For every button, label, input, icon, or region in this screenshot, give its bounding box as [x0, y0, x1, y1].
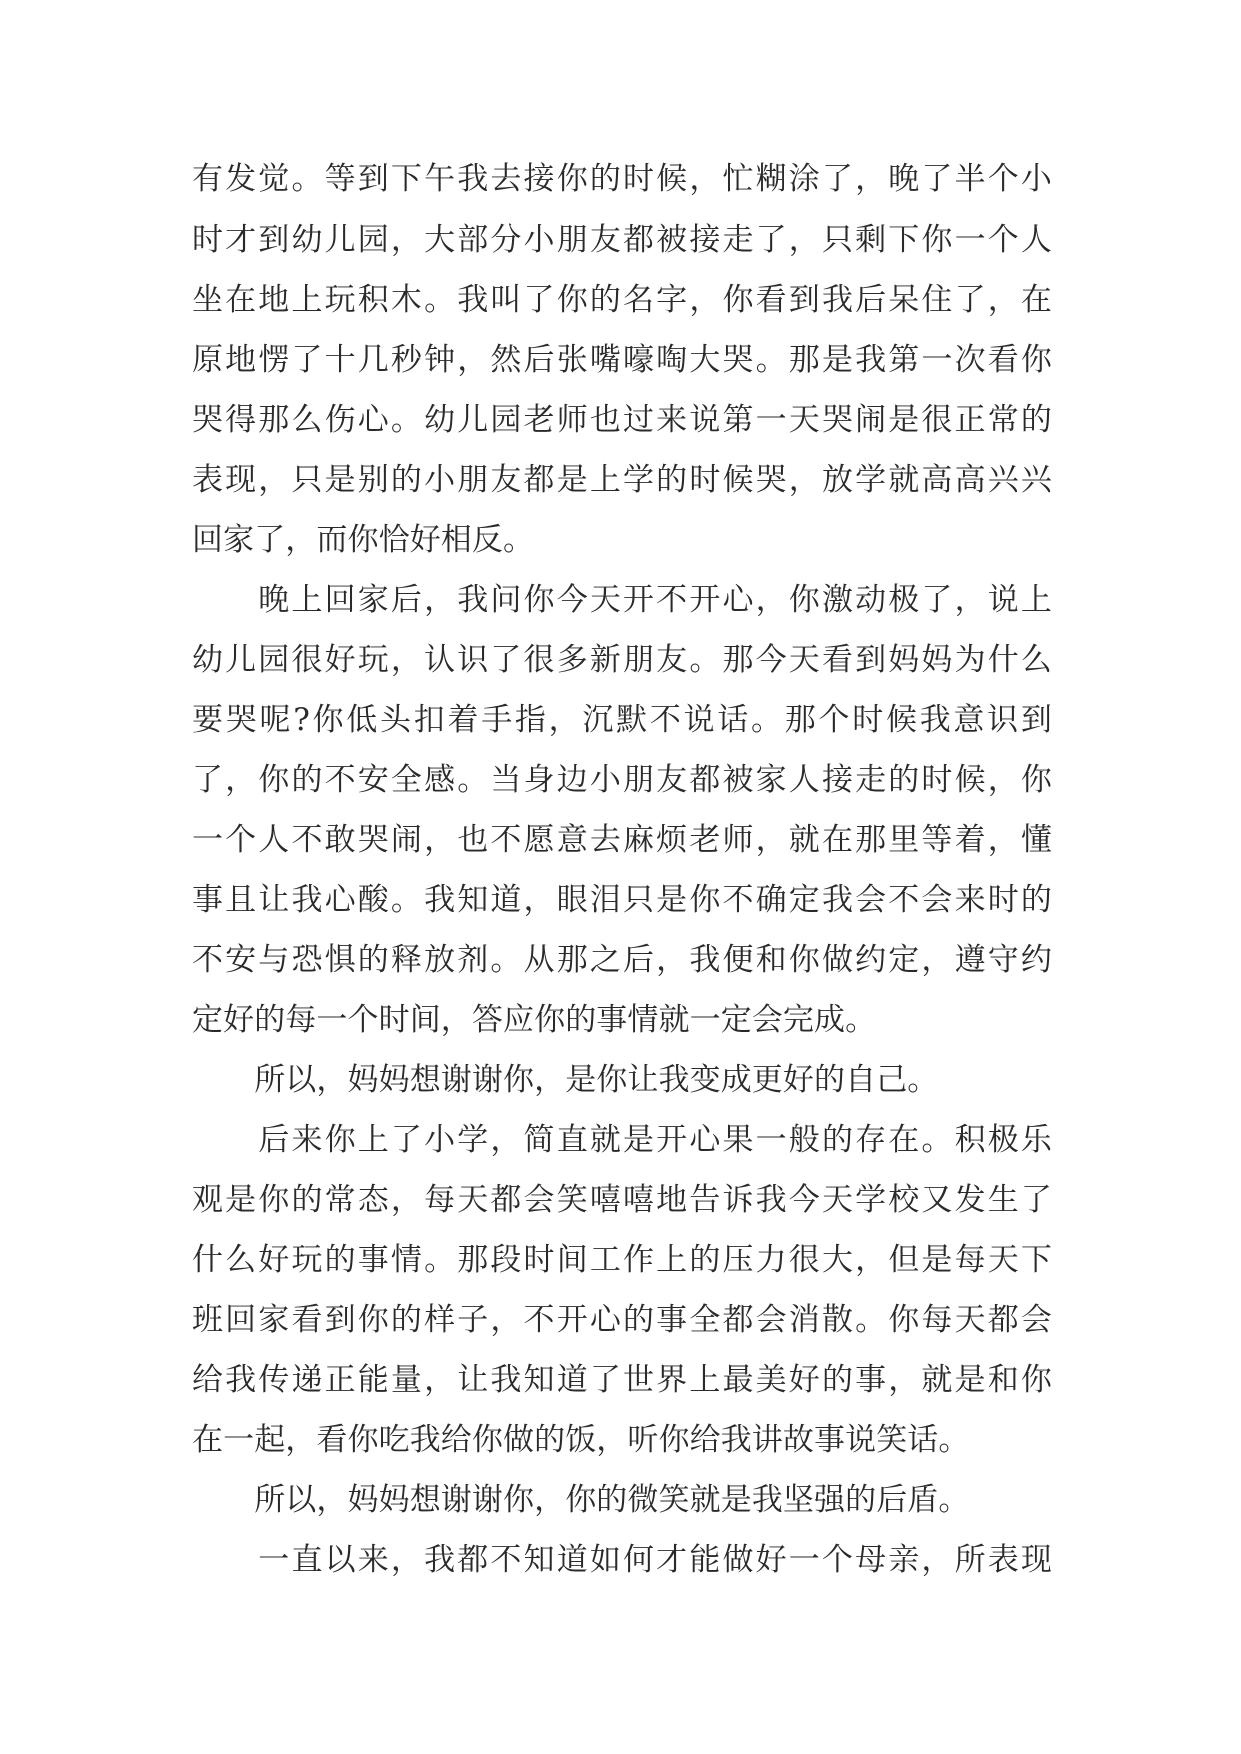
text-line: 晚上回家后，我问你今天开不开心，你激动极了，说上 — [192, 582, 1052, 618]
text-line: 在一起，看你吃我给你做的饭，听你给我讲故事说笑话。 — [192, 1422, 970, 1458]
text-line: 所以，妈妈想谢谢你，你的微笑就是我坚强的后盾。 — [192, 1482, 970, 1518]
text-line: 班回家看到你的样子，不开心的事全都会消散。你每天都会 — [192, 1302, 1052, 1338]
text-line: 什么好玩的事情。那段时间工作上的压力很大，但是每天下 — [192, 1242, 1052, 1278]
text-line: 了，你的不安全感。当身边小朋友都被家人接走的时候，你 — [192, 762, 1052, 798]
text-line: 原地愣了十几秒钟，然后张嘴嚎啕大哭。那是我第一次看你 — [192, 342, 1052, 378]
text-line: 幼儿园很好玩，认识了很多新朋友。那今天看到妈妈为什么 — [192, 642, 1052, 678]
text-line: 定好的每一个时间，答应你的事情就一定会完成。 — [192, 1002, 877, 1038]
text-line: 后来你上了小学，简直就是开心果一般的存在。积极乐 — [192, 1122, 1052, 1158]
text-line: 不安与恐惧的释放剂。从那之后，我便和你做约定，遵守约 — [192, 942, 1052, 978]
text-line: 要哭呢?你低头扣着手指，沉默不说话。那个时候我意识到 — [192, 702, 1052, 738]
text-line: 事且让我心酸。我知道，眼泪只是你不确定我会不会来时的 — [192, 882, 1052, 918]
text-line: 一直以来，我都不知道如何才能做好一个母亲，所表现 — [192, 1542, 1052, 1578]
text-line: 表现，只是别的小朋友都是上学的时候哭，放学就高高兴兴 — [192, 462, 1052, 498]
text-line: 哭得那么伤心。幼儿园老师也过来说第一天哭闹是很正常的 — [192, 402, 1052, 438]
text-line: 给我传递正能量，让我知道了世界上最美好的事，就是和你 — [192, 1362, 1052, 1398]
text-line: 观是你的常态，每天都会笑嘻嘻地告诉我今天学校又发生了 — [192, 1182, 1052, 1218]
text-line: 有发觉。等到下午我去接你的时候，忙糊涂了，晚了半个小 — [192, 161, 1052, 197]
text-line: 一个人不敢哭闹，也不愿意去麻烦老师，就在那里等着，懂 — [192, 822, 1052, 858]
text-line: 回家了，而你恰好相反。 — [192, 522, 535, 558]
text-line: 时才到幼儿园，大部分小朋友都被接走了，只剩下你一个人 — [192, 222, 1052, 258]
text-line: 所以，妈妈想谢谢你，是你让我变成更好的自己。 — [192, 1062, 939, 1098]
text-line: 坐在地上玩积木。我叫了你的名字，你看到我后呆住了，在 — [192, 282, 1052, 318]
